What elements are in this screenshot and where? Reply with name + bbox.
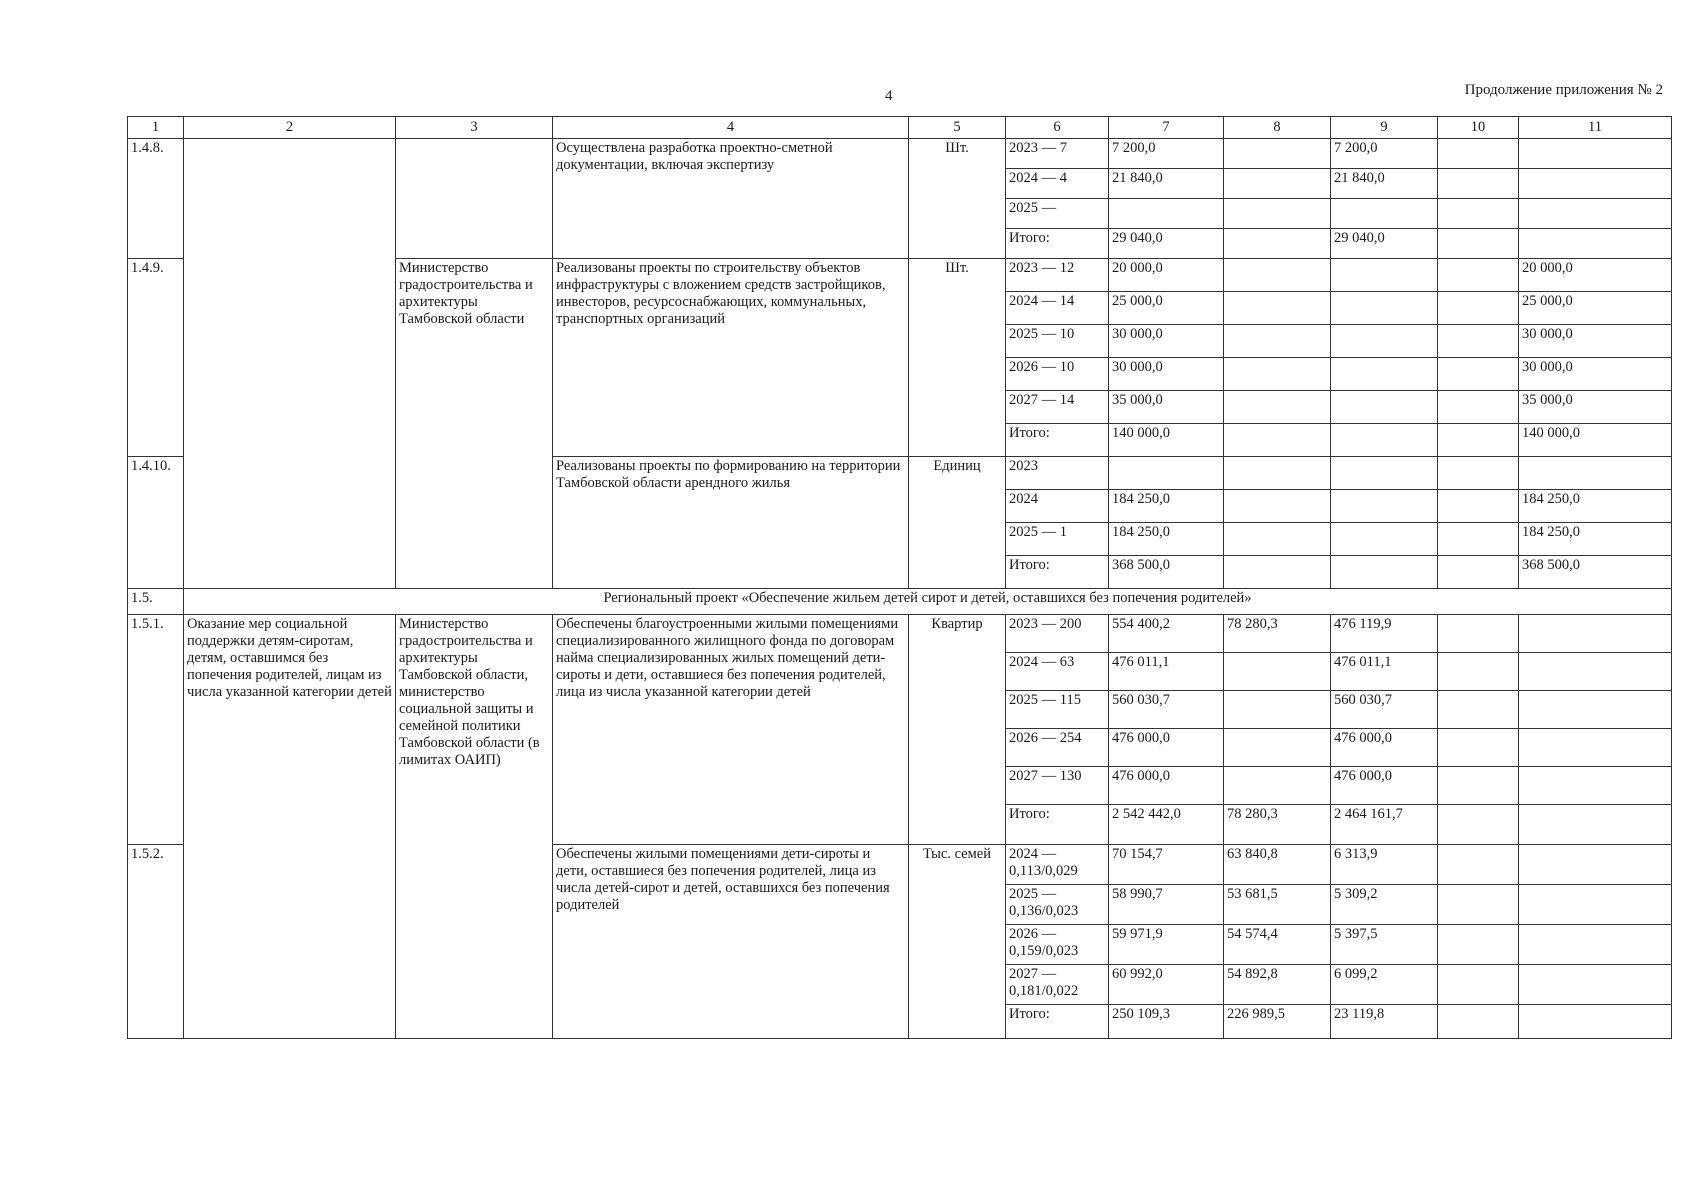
cell-c11 <box>1519 653 1672 691</box>
cell-c9: 29 040,0 <box>1331 229 1438 259</box>
cell-c8 <box>1224 424 1331 457</box>
cell-c6: Итого: <box>1006 424 1109 457</box>
cell-c8 <box>1224 691 1331 729</box>
column-header-3: 3 <box>396 117 553 139</box>
cell-c10 <box>1438 358 1519 391</box>
cell-c9 <box>1331 292 1438 325</box>
cell-c7: 560 030,7 <box>1109 691 1224 729</box>
cell-c6: 2026 — 0,159/0,023 <box>1006 925 1109 965</box>
cell-c8 <box>1224 523 1331 556</box>
cell-c10 <box>1438 556 1519 589</box>
unit: Шт. <box>909 139 1006 259</box>
cell-c6: 2026 — 254 <box>1006 729 1109 767</box>
cell-c8: 78 280,3 <box>1224 615 1331 653</box>
cell-c6: 2027 — 130 <box>1006 767 1109 805</box>
cell-c8: 78 280,3 <box>1224 805 1331 845</box>
cell-c6: 2023 — 200 <box>1006 615 1109 653</box>
cell-c8 <box>1224 139 1331 169</box>
cell-c7: 368 500,0 <box>1109 556 1224 589</box>
executor: Министерство градостроительства и архитектуры Тамбовской области, министерство социальной защиты и семейной политики Тамбовской области (в лимитах ОАИП) <box>396 615 553 1039</box>
unit: Квартир <box>909 615 1006 845</box>
cell-c8 <box>1224 457 1331 490</box>
cell-c7: 7 200,0 <box>1109 139 1224 169</box>
cell-c8 <box>1224 490 1331 523</box>
cell-c7: 476 011,1 <box>1109 653 1224 691</box>
cell-c8 <box>1224 292 1331 325</box>
cell-c8: 226 989,5 <box>1224 1005 1331 1039</box>
cell-c7: 25 000,0 <box>1109 292 1224 325</box>
cell-c11 <box>1519 729 1672 767</box>
result-description: Реализованы проекты по формированию на территории Тамбовской области арендного жилья <box>553 457 909 589</box>
cell-c7: 29 040,0 <box>1109 229 1224 259</box>
cell-c10 <box>1438 292 1519 325</box>
appendix-label: Продолжение приложения № 2 <box>1464 82 1663 98</box>
program-table <box>127 116 1672 1039</box>
column-header-9: 9 <box>1331 117 1438 139</box>
table-row <box>128 139 1672 169</box>
cell-c10 <box>1438 805 1519 845</box>
cell-c6: 2027 — 14 <box>1006 391 1109 424</box>
cell-c11: 25 000,0 <box>1519 292 1672 325</box>
column-header-10: 10 <box>1438 117 1519 139</box>
cell-c7: 184 250,0 <box>1109 523 1224 556</box>
cell-c6: 2024 — 14 <box>1006 292 1109 325</box>
cell-c11: 30 000,0 <box>1519 358 1672 391</box>
cell-c9 <box>1331 199 1438 229</box>
column-header-4: 4 <box>553 117 909 139</box>
cell-c7: 30 000,0 <box>1109 358 1224 391</box>
cell-c7: 554 400,2 <box>1109 615 1224 653</box>
column-header-6: 6 <box>1006 117 1109 139</box>
cell-c9 <box>1331 325 1438 358</box>
cell-c8 <box>1224 229 1331 259</box>
section-row <box>128 589 1672 615</box>
cell-c6: Итого: <box>1006 1005 1109 1039</box>
row-number: 1.5.2. <box>128 845 184 1039</box>
cell-c9: 476 000,0 <box>1331 729 1438 767</box>
cell-c6: 2026 — 10 <box>1006 358 1109 391</box>
column-header-1: 1 <box>128 117 184 139</box>
cell-c7: 70 154,7 <box>1109 845 1224 885</box>
cell-c9 <box>1331 259 1438 292</box>
cell-c11 <box>1519 139 1672 169</box>
row-number: 1.5.1. <box>128 615 184 845</box>
cell-c9: 21 840,0 <box>1331 169 1438 199</box>
cell-c6: Итого: <box>1006 556 1109 589</box>
cell-c7: 250 109,3 <box>1109 1005 1224 1039</box>
cell-c10 <box>1438 325 1519 358</box>
cell-c8 <box>1224 325 1331 358</box>
cell-c6: 2025 — 115 <box>1006 691 1109 729</box>
result-description: Осуществлена разработка проектно-сметной документации, включая экспертизу <box>553 139 909 259</box>
cell-c11: 368 500,0 <box>1519 556 1672 589</box>
column-header-row <box>128 117 1672 139</box>
table-row <box>128 615 1672 653</box>
cell-c7: 35 000,0 <box>1109 391 1224 424</box>
column-header-5: 5 <box>909 117 1006 139</box>
section-title: Региональный проект «Обеспечение жильем детей сирот и детей, оставшихся без попечения родителей» <box>184 589 1672 615</box>
cell-c7: 20 000,0 <box>1109 259 1224 292</box>
cell-c7: 476 000,0 <box>1109 729 1224 767</box>
cell-c8: 53 681,5 <box>1224 885 1331 925</box>
column-header-8: 8 <box>1224 117 1331 139</box>
column-header-11: 11 <box>1519 117 1672 139</box>
cell-c6: 2024 — 4 <box>1006 169 1109 199</box>
cell-c10 <box>1438 845 1519 885</box>
measure-name: Оказание мер социальной поддержки детям-сиротам, детям, оставшимся без попечения родителей, лицам из числа указанной категории детей <box>184 615 396 1039</box>
cell-c10 <box>1438 925 1519 965</box>
cell-c6: 2025 — 1 <box>1006 523 1109 556</box>
cell-c10 <box>1438 523 1519 556</box>
cell-c6: 2025 — 0,136/0,023 <box>1006 885 1109 925</box>
cell-c8 <box>1224 729 1331 767</box>
cell-c7: 140 000,0 <box>1109 424 1224 457</box>
section-number: 1.5. <box>128 589 184 615</box>
cell-c9 <box>1331 490 1438 523</box>
cell-c11: 184 250,0 <box>1519 523 1672 556</box>
measure-name <box>184 139 396 589</box>
cell-c7 <box>1109 457 1224 490</box>
cell-c11: 140 000,0 <box>1519 424 1672 457</box>
cell-c6: 2024 — 0,113/0,029 <box>1006 845 1109 885</box>
cell-c11 <box>1519 199 1672 229</box>
cell-c9: 6 099,2 <box>1331 965 1438 1005</box>
cell-c9: 5 309,2 <box>1331 885 1438 925</box>
result-description: Обеспечены благоустроенными жилыми помещениями специализированного жилищного фонда по договорам найма специализированных жилых помещений дети-сироты и дети, оставшиеся без попечения родителей, лица из числа указанной категории детей <box>553 615 909 845</box>
cell-c8: 54 892,8 <box>1224 965 1331 1005</box>
cell-c11 <box>1519 965 1672 1005</box>
cell-c11: 20 000,0 <box>1519 259 1672 292</box>
cell-c7: 476 000,0 <box>1109 767 1224 805</box>
cell-c9 <box>1331 358 1438 391</box>
unit: Шт. <box>909 259 1006 457</box>
cell-c11: 184 250,0 <box>1519 490 1672 523</box>
cell-c9: 2 464 161,7 <box>1331 805 1438 845</box>
cell-c10 <box>1438 424 1519 457</box>
cell-c7 <box>1109 199 1224 229</box>
cell-c6: Итого: <box>1006 229 1109 259</box>
cell-c10 <box>1438 729 1519 767</box>
cell-c10 <box>1438 259 1519 292</box>
cell-c6: 2023 — 12 <box>1006 259 1109 292</box>
cell-c7: 60 992,0 <box>1109 965 1224 1005</box>
cell-c9: 7 200,0 <box>1331 139 1438 169</box>
cell-c7: 2 542 442,0 <box>1109 805 1224 845</box>
cell-c10 <box>1438 615 1519 653</box>
cell-c9 <box>1331 523 1438 556</box>
cell-c10 <box>1438 139 1519 169</box>
row-number: 1.4.8. <box>128 139 184 259</box>
cell-c6: Итого: <box>1006 805 1109 845</box>
unit: Тыс. семей <box>909 845 1006 1039</box>
cell-c10 <box>1438 885 1519 925</box>
cell-c10 <box>1438 391 1519 424</box>
cell-c9 <box>1331 391 1438 424</box>
cell-c9 <box>1331 424 1438 457</box>
cell-c9: 23 119,8 <box>1331 1005 1438 1039</box>
column-header-7: 7 <box>1109 117 1224 139</box>
cell-c9 <box>1331 457 1438 490</box>
cell-c6: 2025 — <box>1006 199 1109 229</box>
cell-c9: 560 030,7 <box>1331 691 1438 729</box>
cell-c9: 6 313,9 <box>1331 845 1438 885</box>
cell-c11 <box>1519 229 1672 259</box>
cell-c9: 476 011,1 <box>1331 653 1438 691</box>
cell-c11 <box>1519 805 1672 845</box>
cell-c11: 35 000,0 <box>1519 391 1672 424</box>
cell-c10 <box>1438 1005 1519 1039</box>
cell-c10 <box>1438 490 1519 523</box>
cell-c6: 2023 — 7 <box>1006 139 1109 169</box>
executor: Министерство градостроительства и архитектуры Тамбовской области <box>396 259 553 589</box>
cell-c10 <box>1438 965 1519 1005</box>
cell-c8 <box>1224 259 1331 292</box>
cell-c7: 59 971,9 <box>1109 925 1224 965</box>
cell-c11 <box>1519 1005 1672 1039</box>
cell-c6: 2025 — 10 <box>1006 325 1109 358</box>
column-header-2: 2 <box>184 117 396 139</box>
row-number: 1.4.10. <box>128 457 184 589</box>
cell-c7: 58 990,7 <box>1109 885 1224 925</box>
result-description: Обеспечены жилыми помещениями дети-сироты и дети, оставшиеся без попечения родителей, лица из числа детей-сирот и детей, оставшихся без попечения родителей <box>553 845 909 1039</box>
cell-c8 <box>1224 391 1331 424</box>
result-description: Реализованы проекты по строительству объектов инфраструктуры с вложением средств застройщиков, инвесторов, ресурсоснабжающих, коммунальных, транспортных организаций <box>553 259 909 457</box>
cell-c11: 30 000,0 <box>1519 325 1672 358</box>
cell-c10 <box>1438 691 1519 729</box>
cell-c6: 2027 — 0,181/0,022 <box>1006 965 1109 1005</box>
cell-c7: 184 250,0 <box>1109 490 1224 523</box>
cell-c11 <box>1519 885 1672 925</box>
cell-c10 <box>1438 767 1519 805</box>
cell-c6: 2024 <box>1006 490 1109 523</box>
cell-c11 <box>1519 767 1672 805</box>
cell-c10 <box>1438 169 1519 199</box>
cell-c9: 5 397,5 <box>1331 925 1438 965</box>
page-number: 4 <box>885 88 893 104</box>
cell-c7: 30 000,0 <box>1109 325 1224 358</box>
cell-c8 <box>1224 653 1331 691</box>
cell-c11 <box>1519 925 1672 965</box>
cell-c9 <box>1331 556 1438 589</box>
cell-c10 <box>1438 199 1519 229</box>
cell-c11 <box>1519 615 1672 653</box>
cell-c10 <box>1438 653 1519 691</box>
cell-c8: 54 574,4 <box>1224 925 1331 965</box>
cell-c8 <box>1224 199 1331 229</box>
cell-c8 <box>1224 556 1331 589</box>
cell-c11 <box>1519 457 1672 490</box>
cell-c10 <box>1438 229 1519 259</box>
cell-c11 <box>1519 691 1672 729</box>
cell-c8 <box>1224 358 1331 391</box>
cell-c10 <box>1438 457 1519 490</box>
cell-c6: 2024 — 63 <box>1006 653 1109 691</box>
cell-c11 <box>1519 169 1672 199</box>
cell-c8 <box>1224 767 1331 805</box>
cell-c8: 63 840,8 <box>1224 845 1331 885</box>
cell-c9: 476 119,9 <box>1331 615 1438 653</box>
row-number: 1.4.9. <box>128 259 184 457</box>
cell-c11 <box>1519 845 1672 885</box>
executor <box>396 139 553 259</box>
unit: Единиц <box>909 457 1006 589</box>
cell-c6: 2023 <box>1006 457 1109 490</box>
cell-c7: 21 840,0 <box>1109 169 1224 199</box>
cell-c9: 476 000,0 <box>1331 767 1438 805</box>
cell-c8 <box>1224 169 1331 199</box>
